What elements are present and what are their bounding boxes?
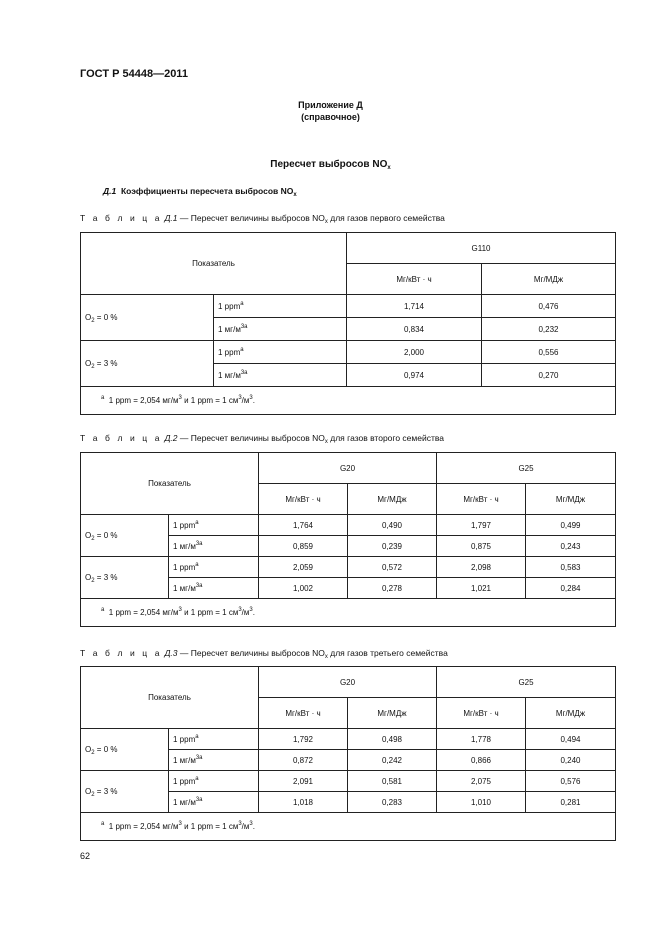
o2-cell: $O_2 = 3$ % [81,771,169,813]
unit-cell: 1 ppm$^a$ [214,341,347,364]
o2-cell: $O_2 = 0$ % [81,515,169,557]
document-header: ГОСТ Р 54448—2011 [80,68,188,80]
gas-group-header: G25 [437,453,616,484]
gas-group-header: G110 [347,233,616,264]
page-number: 62 [80,851,91,861]
unit-cell: 1 ppm$^a$ [169,729,259,750]
gas-group-header: G20 [259,453,437,484]
o2-cell: $O_2 = 0$ % [81,729,169,771]
unit-header: Мг/МДж [348,698,437,729]
value-cell: 0,476 [482,295,616,318]
table-caption [80,213,445,223]
value-cell: 2,098 [437,557,526,578]
value-cell: 0,499 [526,515,616,536]
section-text: Коэффициенты пересчета выбросов NO [120,186,294,196]
unit-header: Мг/кВт · ч [259,698,348,729]
gas-group-header: G25 [437,667,616,698]
value-cell: 0,572 [348,557,437,578]
main-title-text: Пересчет выбросов NO [270,159,388,170]
unit-header: Мг/МДж [526,484,616,515]
value-cell: 0,872 [259,750,348,771]
value-cell: 1,778 [437,729,526,750]
caption-sub: x [324,219,328,225]
unit-cell: 1 $мг/м^{3a}$ [169,792,259,813]
table-row [81,771,616,792]
unit-header: Мг/МДж [348,484,437,515]
value-cell: 1,021 [437,578,526,599]
unit-cell: 1 ppm$^a$ [169,515,259,536]
caption-tail: для газов второго семейства [330,433,444,443]
value-cell: 0,581 [348,771,437,792]
unit-header: Мг/МДж [526,698,616,729]
table-row [81,341,616,364]
caption-tail: для газов первого семейства [330,213,445,223]
section-sub: x [293,192,297,198]
table-d3 [80,666,616,841]
value-cell: 1,764 [259,515,348,536]
gas-group-header: G20 [259,667,437,698]
value-cell: 0,278 [348,578,437,599]
value-cell: 1,792 [259,729,348,750]
value-cell: 1,010 [437,792,526,813]
header-label: Показатель [81,453,259,515]
unit-header: Мг/МДж [482,264,616,295]
o2-cell: $O_2 = 0$ % [81,295,214,341]
table-caption [80,648,448,658]
table-d1 [80,232,616,415]
value-cell: 0,242 [348,750,437,771]
value-cell: 0,270 [482,364,616,387]
value-cell: 2,059 [259,557,348,578]
value-cell: 0,576 [526,771,616,792]
main-title-sub: x [387,165,391,171]
unit-cell: 1 ppm$^a$ [169,557,259,578]
o2-cell: $O_2 = 3$ % [81,341,214,387]
table-row [81,557,616,578]
caption-prefix: Т а б л и ц а [80,648,163,658]
caption-number: Д.3 [164,648,178,658]
table-row [81,515,616,536]
unit-cell: 1 $мг/м^{3a}$ [214,364,347,387]
value-cell: 0,240 [526,750,616,771]
header-label: Показатель [81,233,347,295]
main-title [0,159,661,170]
table-footnote: $^a$ 1 ppm = 2,054 $мг/м^3$ и 1 ppm = 1 $см^3/м^3$. [81,599,616,627]
caption-tail: для газов третьего семейства [330,648,448,658]
value-cell: 0,875 [437,536,526,557]
caption-number: Д.2 [164,433,178,443]
caption-sub: x [324,439,328,445]
appendix-heading [0,99,661,123]
value-cell: 0,494 [526,729,616,750]
appendix-title: Приложение Д [298,100,363,110]
unit-header: Мг/кВт · ч [259,484,348,515]
value-cell: 0,283 [348,792,437,813]
header-label: Показатель [81,667,259,729]
unit-header: Мг/кВт · ч [437,698,526,729]
value-cell: 0,834 [347,318,482,341]
unit-cell: 1 $мг/м^{3a}$ [214,318,347,341]
unit-header: Мг/кВт · ч [347,264,482,295]
value-cell: 0,866 [437,750,526,771]
value-cell: 0,974 [347,364,482,387]
value-cell: 0,243 [526,536,616,557]
value-cell: 1,797 [437,515,526,536]
value-cell: 2,000 [347,341,482,364]
caption-sub: x [324,654,328,660]
section-number: Д.1 [103,186,117,196]
value-cell: 1,002 [259,578,348,599]
unit-cell: 1 ppm$^a$ [169,771,259,792]
value-cell: 0,284 [526,578,616,599]
unit-cell: 1 $мг/м^{3a}$ [169,750,259,771]
value-cell: 0,490 [348,515,437,536]
value-cell: 0,498 [348,729,437,750]
value-cell: 0,281 [526,792,616,813]
value-cell: 0,583 [526,557,616,578]
unit-cell: 1 ppm$^a$ [214,295,347,318]
appendix-subtitle: (справочное) [301,112,360,122]
caption-text: — Пересчет величины выбросов NO [179,433,325,443]
table-row [81,295,616,318]
value-cell: 2,075 [437,771,526,792]
unit-cell: 1 $мг/м^{3a}$ [169,536,259,557]
value-cell: 1,714 [347,295,482,318]
caption-prefix: Т а б л и ц а [80,213,163,223]
section-heading [103,186,297,196]
unit-header: Мг/кВт · ч [437,484,526,515]
value-cell: 0,239 [348,536,437,557]
value-cell: 0,556 [482,341,616,364]
caption-text: — Пересчет величины выбросов NO [179,648,325,658]
caption-text: — Пересчет величины выбросов NO [179,213,325,223]
table-caption [80,433,444,443]
unit-cell: 1 $мг/м^{3a}$ [169,578,259,599]
caption-prefix: Т а б л и ц а [80,433,163,443]
table-footnote: $^a$ 1 ppm = 2,054 $мг/м^3$ и 1 ppm = 1 $см^3/м^3$. [81,387,616,415]
o2-cell: $O_2 = 3$ % [81,557,169,599]
table-footnote: $^a$ 1 ppm = 2,054 $мг/м^3$ и 1 ppm = 1 $см^3/м^3$. [81,813,616,841]
value-cell: 2,091 [259,771,348,792]
caption-number: Д.1 [164,213,178,223]
value-cell: 0,859 [259,536,348,557]
table-d2 [80,452,616,627]
table-row [81,729,616,750]
value-cell: 0,232 [482,318,616,341]
value-cell: 1,018 [259,792,348,813]
